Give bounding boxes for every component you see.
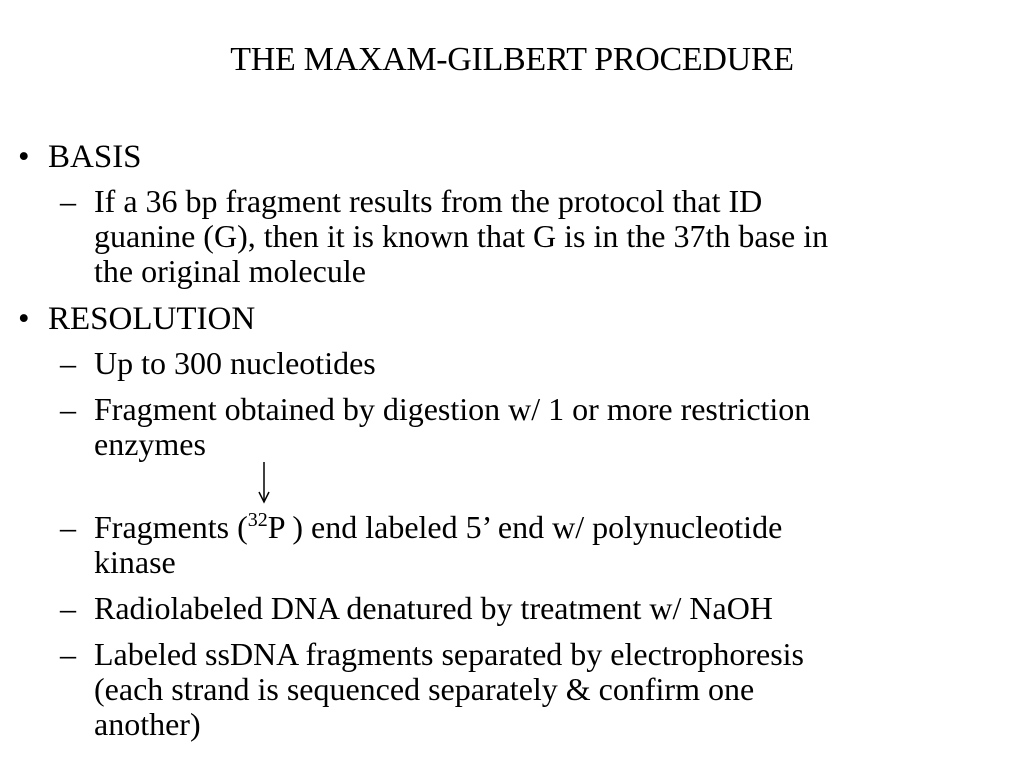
isotope-superscript: 32 [247,509,268,531]
text-prefix: Fragments ( [94,509,248,545]
resolution-item-4-text [94,591,773,626]
bullet-marker: • [18,139,30,175]
down-arrow-icon [257,462,271,504]
text-line: enzymes [94,426,206,462]
resolution-item-2-text [94,392,810,462]
text-line: kinase [94,544,176,580]
bullet-basis-label: BASIS [48,139,142,175]
text-line: Labeled ssDNA fragments separated by electrophoresis [94,636,804,672]
slide-title: THE MAXAM-GILBERT PROCEDURE [230,41,794,78]
text-line: guanine (G), then it is known that G is in the 37th base in [94,218,829,254]
dash-marker: – [60,590,76,626]
text-line: If a 36 bp fragment results from the protocol that ID [94,183,763,219]
text-line: another) [94,706,201,742]
resolution-item-1-text [94,346,376,381]
dash-marker: – [60,391,76,427]
text-suffix: P ) end labeled 5’ end w/ polynucleotide [267,509,783,545]
resolution-item-5-text [94,637,804,742]
text-line: Radiolabeled DNA denatured by treatment w/ NaOH [94,590,773,626]
text-line: (each strand is sequenced separately & confirm one [94,671,755,707]
dash-marker: – [60,636,76,672]
text-line: the original molecule [94,253,366,289]
dash-marker: – [60,183,76,219]
bullet-marker: • [18,301,30,337]
text-line: Up to 300 nucleotides [94,345,376,381]
resolution-item-3-text [94,510,782,580]
text-line: Fragment obtained by digestion w/ 1 or more restriction [94,391,811,427]
text-line [94,510,782,545]
dash-marker: – [60,509,76,545]
bullet-resolution-label: RESOLUTION [48,301,256,337]
dash-marker: – [60,345,76,381]
basis-item-1-text [94,184,828,289]
